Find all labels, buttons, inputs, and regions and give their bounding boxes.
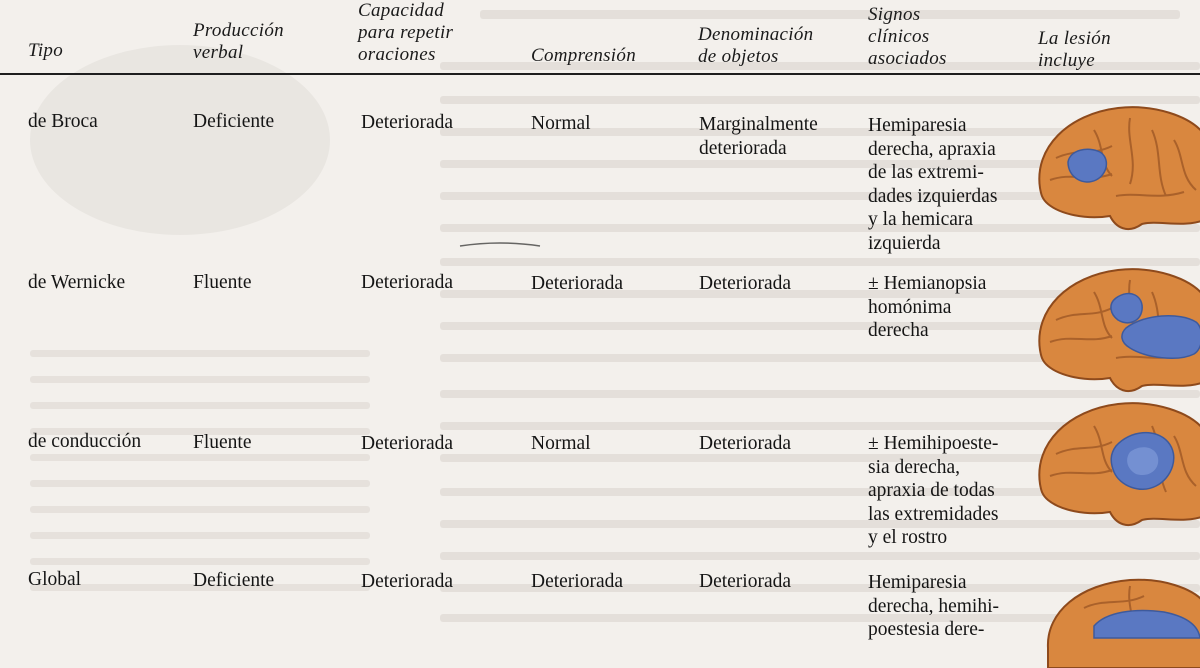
cell-line: deteriorada (699, 137, 787, 159)
cell-comprension-global: Deteriorada (531, 571, 624, 592)
cell-repetir-broca: Deteriorada (361, 112, 454, 133)
cell-produccion-global: Deficiente (193, 570, 275, 591)
header-line: Signos (868, 4, 921, 25)
cell-signos-broca (868, 114, 997, 255)
brain-illustration-conduccion (1034, 396, 1200, 531)
header-line: Producción (193, 20, 284, 41)
cell-line: Deteriorada (699, 273, 792, 294)
header-denominacion (698, 24, 813, 68)
cell-line: ± Hemianopsia (868, 273, 987, 294)
header-line: verbal (193, 42, 244, 63)
cell-repetir-wernicke: Deteriorada (361, 272, 454, 293)
header-line: clínicos (868, 26, 930, 47)
cell-produccion-wernicke: Fluente (193, 272, 252, 293)
cell-repetir-global: Deteriorada (361, 571, 454, 592)
cell-line: Hemiparesia (868, 115, 967, 136)
header-line: Tipo (28, 40, 63, 61)
header-lesion (1038, 28, 1111, 72)
header-line: asociados (868, 48, 947, 69)
brain-illustration-wernicke (1034, 262, 1200, 397)
cell-produccion-broca: Deficiente (193, 111, 275, 132)
header-tipo (28, 40, 63, 62)
header-line: Denominación (698, 24, 814, 45)
cell-tipo-wernicke: de Wernicke (28, 272, 126, 293)
header-line: Comprensión (531, 45, 636, 66)
cell-denominacion-global (699, 570, 791, 594)
cell-line: las extremidades (868, 503, 999, 525)
cell-line: y la hemicara (868, 209, 974, 230)
cell-line: homónima (868, 296, 952, 318)
header-capacidad-repetir (358, 0, 453, 66)
brain-illustration-broca (1034, 100, 1200, 235)
cell-line: y el rostro (868, 527, 948, 548)
cell-line: derecha, apraxia (868, 138, 996, 160)
cell-signos-conduccion (868, 432, 999, 550)
header-comprension (531, 45, 636, 67)
brain-illustration-global (1034, 568, 1200, 668)
cell-comprension-broca: Normal (531, 113, 591, 134)
header-line: oraciones (358, 44, 436, 65)
cell-produccion-conduccion: Fluente (193, 432, 252, 453)
cell-line: derecha (868, 320, 929, 341)
header-line: para repetir (358, 22, 454, 43)
cell-line: dades izquierdas (868, 185, 998, 207)
cell-tipo-global: Global (28, 569, 82, 590)
header-produccion-verbal (193, 20, 284, 64)
cell-line: ± Hemihipoeste- (868, 433, 999, 454)
cell-denominacion-wernicke (699, 272, 791, 296)
header-line: La lesión (1038, 28, 1111, 49)
cell-line: de las extremi- (868, 162, 984, 183)
cell-denominacion-conduccion (699, 432, 791, 456)
cell-line: Hemiparesia (868, 572, 967, 593)
cell-line: sia derecha, (868, 456, 961, 478)
header-line: de objetos (698, 46, 779, 67)
cell-signos-wernicke (868, 272, 986, 343)
cell-comprension-conduccion: Normal (531, 433, 591, 454)
cell-line: izquierda (868, 232, 941, 254)
header-rule (0, 73, 1200, 75)
cell-comprension-wernicke: Deteriorada (531, 273, 624, 294)
cell-line: poestesia dere- (868, 619, 985, 640)
cell-line: Marginalmente (699, 114, 818, 135)
cell-line: apraxia de todas (868, 480, 995, 501)
header-line: Capacidad (358, 0, 445, 21)
cell-repetir-conduccion: Deteriorada (361, 433, 454, 454)
cell-line: Deteriorada (699, 433, 792, 454)
cell-tipo-conduccion: de conducción (28, 431, 142, 452)
cell-line: Deteriorada (699, 571, 792, 592)
cell-tipo-broca: de Broca (28, 111, 98, 132)
cell-signos-global (868, 571, 999, 642)
cell-denominacion-broca (699, 113, 818, 160)
header-line: incluye (1038, 50, 1095, 71)
header-signos-clinicos (868, 4, 947, 70)
cell-line: derecha, hemihi- (868, 595, 1000, 617)
